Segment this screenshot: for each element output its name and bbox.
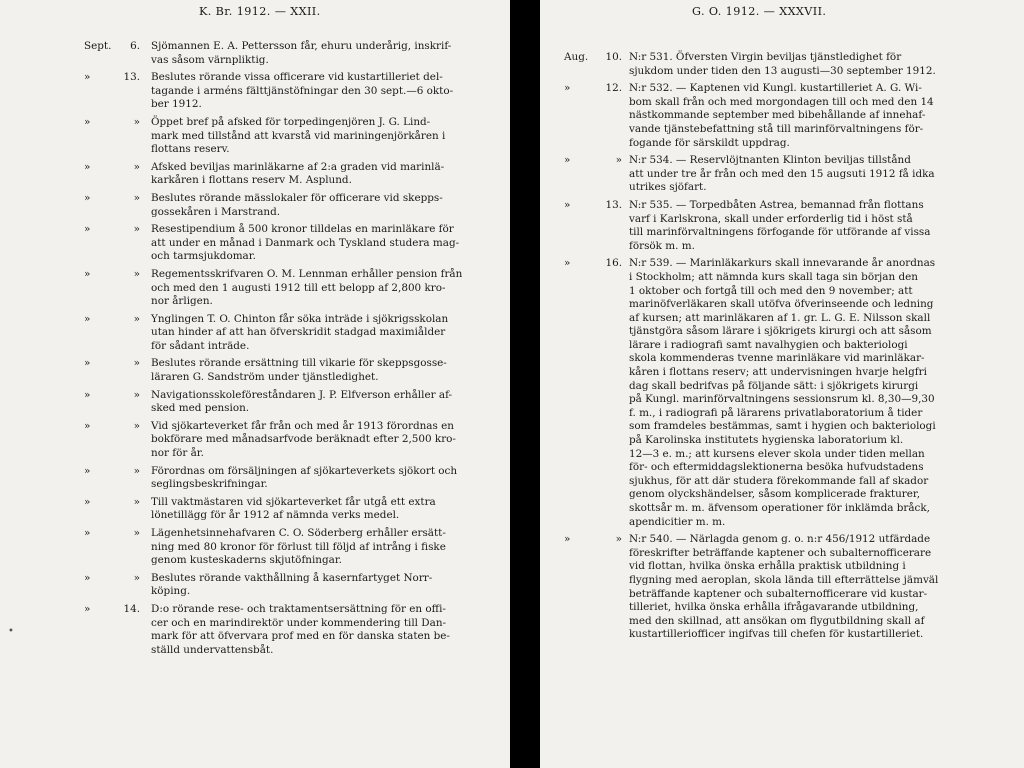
entry-line: vid flottan, hvilka önska erhålla praktisk utbildning i bbox=[629, 560, 906, 573]
entry-line: Förordnas om försäljningen af sjökarteverkets sjökort och bbox=[151, 464, 458, 477]
entry-day: » bbox=[133, 571, 140, 584]
entry-text bbox=[151, 71, 510, 112]
entry-line: lärare i radiografi samt navalhygien och bakteriologi bbox=[629, 338, 908, 351]
entry bbox=[0, 465, 510, 492]
entry-line: skola kommenderas tvenne marinläkare vid marinläkar- bbox=[629, 352, 925, 365]
entry-line: N:r 540. — Närlagda genom g. o. n:r 456/1912 utfärdade bbox=[629, 533, 931, 546]
left-entries bbox=[0, 40, 510, 661]
entry-line: flottans reserv. bbox=[151, 143, 230, 156]
entry-line: sjukdom under tiden den 13 augusti—30 september 1912. bbox=[629, 64, 936, 77]
entry-line: nor för år. bbox=[151, 447, 204, 460]
entry bbox=[540, 51, 1024, 78]
entry-line: att under tre år från och med den 15 augsuti 1912 få idka bbox=[629, 167, 935, 180]
entry-line: seglingsbeskrifningar. bbox=[151, 478, 268, 491]
book-gutter bbox=[510, 0, 540, 768]
entry-month: » bbox=[84, 388, 91, 401]
entry-month: » bbox=[84, 495, 91, 508]
entry-line: läraren G. Sandström under tjänstledighet. bbox=[151, 371, 379, 384]
entry-text bbox=[151, 40, 510, 67]
entry-line: att under en månad i Danmark och Tyskland studera mag- bbox=[151, 236, 460, 249]
entry-line: för sådant inträde. bbox=[151, 339, 250, 352]
right-entries bbox=[540, 51, 1024, 646]
entry-line: Navigationsskoleföreståndaren J. P. Elfverson erhåller af- bbox=[151, 388, 453, 401]
entry-line: varf i Karlskrona, skall under erforderlig tid i höst stå bbox=[629, 212, 913, 225]
entry-day: » bbox=[133, 527, 140, 539]
entry-month: » bbox=[564, 533, 571, 546]
entry-line: genom olyckshändelser, såsom komplicerade frakturer, bbox=[629, 488, 921, 501]
entry-line: till marinförvaltningens förfogande för utförande af vissa bbox=[629, 226, 931, 239]
entry-line: föreskrifter beträffande kaptener och subalternofficerare bbox=[629, 546, 932, 559]
entry bbox=[540, 154, 1024, 195]
entry-text bbox=[151, 116, 510, 157]
entry-line: Beslutes rörande ersättning till vikarie för skeppsgosse- bbox=[151, 357, 447, 370]
entry-text bbox=[151, 357, 510, 384]
entry-month: » bbox=[84, 357, 91, 370]
entry-line: lönetillägg för år 1912 af nämnda verks medel. bbox=[151, 509, 400, 522]
entry-month: » bbox=[564, 154, 571, 167]
entry-line: D:o rörande rese- och traktamentsersättning för en offi- bbox=[151, 602, 446, 615]
entry-line: tjänstgöra såsom lärare i sjökrigets kirurgi och att såsom bbox=[629, 325, 932, 338]
entry-text bbox=[151, 389, 510, 416]
entry-text bbox=[151, 268, 510, 309]
entry-line: nor årligen. bbox=[151, 295, 213, 308]
entry-day: » bbox=[615, 154, 622, 167]
entry-month: » bbox=[84, 71, 91, 84]
entry bbox=[0, 268, 510, 309]
entry-text bbox=[629, 51, 1024, 78]
entry-month: » bbox=[84, 571, 91, 584]
entry-line: ning med 80 kronor för förlust till följd af intrång i fiske bbox=[151, 540, 446, 553]
entry-day: » bbox=[133, 464, 140, 477]
entry-month: » bbox=[84, 602, 91, 615]
entry-line: försök m. m. bbox=[629, 239, 695, 252]
entry-line: kåren i flottans reserv; att undervisningen hvarje helgfri bbox=[629, 366, 927, 379]
entry-line: på Kungl. marinförvaltningens sessionsrum kl. 8,30—9,30 bbox=[629, 393, 935, 406]
entry-text bbox=[151, 161, 510, 188]
entry-line: nästkommande september med bibehållande af innehaf- bbox=[629, 109, 926, 122]
entry-line: apendicitier m. m. bbox=[629, 515, 726, 528]
entry-line: tagande i arméns fälttjänstöfningar den 30 sept.—6 okto- bbox=[151, 84, 454, 97]
right-page bbox=[540, 0, 1024, 768]
page-speck: • bbox=[8, 626, 14, 637]
entry bbox=[0, 420, 510, 461]
entry-text bbox=[151, 420, 510, 461]
entry-month: » bbox=[84, 419, 91, 432]
entry-line: Till vaktmästaren vid sjökarteverket får utgå ett extra bbox=[151, 495, 436, 508]
entry-line: för- och eftermiddagslektionerna besöka hufvudstadens bbox=[629, 461, 924, 474]
entry-line: flygning med aeroplan, skola lända till efterrättelse jämväl bbox=[629, 573, 939, 586]
entry-line: bom skall från och med morgondagen till och med den 14 bbox=[629, 95, 934, 108]
entry-line: Vid sjökarteverket får från och med år 1913 förordnas en bbox=[151, 419, 454, 432]
entry-line: gossekåren i Marstrand. bbox=[151, 205, 281, 218]
entry-text bbox=[629, 154, 1024, 195]
entry-line: Regementsskrifvaren O. M. Lennman erhåller pension från bbox=[151, 267, 463, 280]
entry-line: N:r 534. — Reservlöjtnanten Klinton beviljas tillstånd bbox=[629, 154, 911, 167]
entry-line: vande tjänstebefattning stå till marinförvaltningens för- bbox=[629, 122, 924, 135]
entry-line: ställd undervattensbåt. bbox=[151, 643, 274, 656]
entry-month: » bbox=[84, 191, 91, 204]
entry bbox=[0, 40, 510, 67]
entry-line: Beslutes rörande mässlokaler för officerare vid skepps- bbox=[151, 191, 443, 204]
entry-day: 13. bbox=[123, 71, 140, 84]
entry-day: 6. bbox=[130, 40, 140, 52]
entry bbox=[540, 199, 1024, 253]
entry-text bbox=[151, 223, 510, 264]
entry-line: köping. bbox=[151, 585, 191, 598]
entry-line: dag skall bedrifvas på följande sätt: i sjökrigets kirurgi bbox=[629, 379, 919, 392]
entry-line: Beslutes rörande vakthållning å kasernfartyget Norr- bbox=[151, 571, 433, 584]
entry-text bbox=[151, 192, 510, 219]
entry-month: Sept. bbox=[84, 40, 112, 52]
entry-month: » bbox=[84, 464, 91, 477]
entry-day: » bbox=[133, 388, 140, 401]
entry-text bbox=[151, 527, 510, 568]
entry-month: » bbox=[84, 312, 91, 325]
entry-line: Ynglingen T. O. Chinton får söka inträde i sjökrigsskolan bbox=[151, 312, 449, 325]
entry-day: » bbox=[133, 419, 140, 432]
entry-line: och tarmsjukdomar. bbox=[151, 250, 256, 263]
entry-line: cer och en marindirektör under kommendering till Dan- bbox=[151, 616, 447, 629]
entry-day: 14. bbox=[123, 602, 140, 615]
entry-line: N:r 539. — Marinläkarkurs skall innevarande år anordnas bbox=[629, 257, 936, 270]
entry-day: 12. bbox=[605, 82, 622, 95]
entry-text bbox=[151, 572, 510, 599]
entry-line: karkåren i flottans reserv M. Asplund. bbox=[151, 174, 352, 187]
entry-day: » bbox=[133, 495, 140, 508]
left-page bbox=[0, 0, 510, 768]
entry-day: » bbox=[133, 312, 140, 325]
entry bbox=[0, 572, 510, 599]
entry bbox=[540, 257, 1024, 529]
entry-line: som framdeles bestämmas, samt i hygien och bakteriologi bbox=[629, 420, 936, 433]
entry bbox=[0, 313, 510, 354]
entry-month: » bbox=[84, 267, 91, 280]
entry-month: » bbox=[564, 257, 571, 270]
entry-line: N:r 531. Öfversten Virgin beviljas tjänstledighet för bbox=[629, 51, 902, 63]
entry-month: » bbox=[84, 115, 91, 128]
entry-day: » bbox=[133, 357, 140, 370]
entry-line: kustartilleriofficer ingifvas till chefen för kustartilleriet. bbox=[629, 628, 924, 641]
entry-month: » bbox=[84, 160, 91, 173]
entry bbox=[0, 389, 510, 416]
entry-line: Beslutes rörande vissa officerare vid kustartilleriet del- bbox=[151, 71, 443, 84]
entry-line: Resestipendium å 500 kronor tilldelas en marinläkare för bbox=[151, 223, 454, 236]
entry-month: » bbox=[84, 527, 91, 539]
entry-line: fogande för särskildt uppdrag. bbox=[629, 136, 790, 149]
entry-text bbox=[151, 465, 510, 492]
entry-text bbox=[629, 533, 1024, 642]
entry-line: Sjömannen E. A. Pettersson får, ehuru underårig, inskrif- bbox=[151, 40, 452, 52]
entry bbox=[0, 192, 510, 219]
entry-month: » bbox=[564, 198, 571, 211]
entry-line: Lägenhetsinnehafvaren C. O. Söderberg erhåller ersätt- bbox=[151, 527, 446, 539]
entry bbox=[0, 223, 510, 264]
entry-day: » bbox=[615, 533, 622, 546]
entry-text bbox=[629, 199, 1024, 253]
entry bbox=[0, 496, 510, 523]
entry-day: » bbox=[133, 267, 140, 280]
entry-day: 10. bbox=[605, 51, 622, 63]
right-running-head: G. O. 1912. — XXXVII. bbox=[692, 5, 827, 18]
entry-line: i Stockholm; att nämnda kurs skall taga sin början den bbox=[629, 270, 918, 283]
entry-day: » bbox=[133, 191, 140, 204]
entry-line: sjukhus, för att där studera förekommande fall af skador bbox=[629, 474, 929, 487]
entry-line: Öppet bref på afsked för torpedingenjören J. G. Lind- bbox=[151, 115, 431, 128]
entry-line: tilleriet, hvilka önska erhålla ifrågavarande utbildning, bbox=[629, 601, 919, 614]
entry-text bbox=[629, 82, 1024, 150]
entry-month: Aug. bbox=[564, 51, 589, 63]
entry-line: beträffande kaptener och subalternofficerare vid kustar- bbox=[629, 587, 928, 600]
entry-line: ber 1912. bbox=[151, 98, 202, 111]
entry-day: » bbox=[133, 223, 140, 236]
entry-line: på Karolinska institutets hygienska laboratorium kl. bbox=[629, 434, 904, 447]
entry-text bbox=[151, 603, 510, 657]
entry-month: » bbox=[564, 82, 571, 95]
entry bbox=[540, 533, 1024, 642]
entry bbox=[0, 71, 510, 112]
entry-line: vas såsom värnpliktig. bbox=[151, 53, 269, 66]
entry-line: utrikes sjöfart. bbox=[629, 181, 707, 194]
entry-line: sked med pension. bbox=[151, 402, 250, 415]
entry-day: » bbox=[133, 160, 140, 173]
entry-line: marinöfverläkaren skall utöfva öfverinseende och ledning bbox=[629, 298, 934, 311]
entry bbox=[0, 116, 510, 157]
entry-text bbox=[151, 313, 510, 354]
entry-line: utan hinder af att han öfverskridit stadgad maximiålder bbox=[151, 326, 446, 339]
entry-line: af kursen; att marinläkaren af 1. gr. L. G. E. Nilsson skall bbox=[629, 311, 931, 324]
entry bbox=[0, 161, 510, 188]
entry-line: bokförare med månadsarfvode beräknadt efter 2,500 kro- bbox=[151, 433, 456, 446]
entry-line: f. m., i radiografi på lärarens privatlaboratorium å tider bbox=[629, 406, 923, 419]
entry-line: mark för att öfvervara prof med en för danska staten be- bbox=[151, 630, 450, 643]
entry-line: Afsked beviljas marinläkarne af 2:a graden vid marinlä- bbox=[151, 160, 445, 173]
entry-day: 13. bbox=[605, 198, 622, 211]
entry-text bbox=[151, 496, 510, 523]
entry-line: och med den 1 augusti 1912 till ett belopp af 2,800 kro- bbox=[151, 281, 446, 294]
entry-line: genom kusteskaderns skjutöfningar. bbox=[151, 554, 342, 567]
entry bbox=[0, 357, 510, 384]
entry-month: » bbox=[84, 223, 91, 236]
entry-day: 16. bbox=[605, 257, 622, 270]
entry-line: mark med tillstånd att kvarstå vid mariningenjörkåren i bbox=[151, 129, 446, 142]
entry-line: 12—3 e. m.; att kursens elever skola under tiden mellan bbox=[629, 447, 925, 460]
entry-text bbox=[629, 257, 1024, 529]
left-running-head: K. Br. 1912. — XXII. bbox=[199, 5, 321, 18]
entry-day: » bbox=[133, 115, 140, 128]
entry-line: med den skillnad, att ansökan om flygutbildning skall af bbox=[629, 614, 925, 627]
entry bbox=[540, 82, 1024, 150]
entry-line: skottsår m. m. äfvensom operationer för inklämda bråck, bbox=[629, 502, 930, 514]
entry-line: N:r 535. — Torpedbåten Astrea, bemannad från flottans bbox=[629, 198, 924, 211]
entry-line: N:r 532. — Kaptenen vid Kungl. kustartilleriet A. G. Wi- bbox=[629, 82, 922, 95]
entry-line: 1 oktober och fortgå till och med den 9 november; att bbox=[629, 284, 913, 297]
entry bbox=[0, 603, 510, 657]
entry bbox=[0, 527, 510, 568]
